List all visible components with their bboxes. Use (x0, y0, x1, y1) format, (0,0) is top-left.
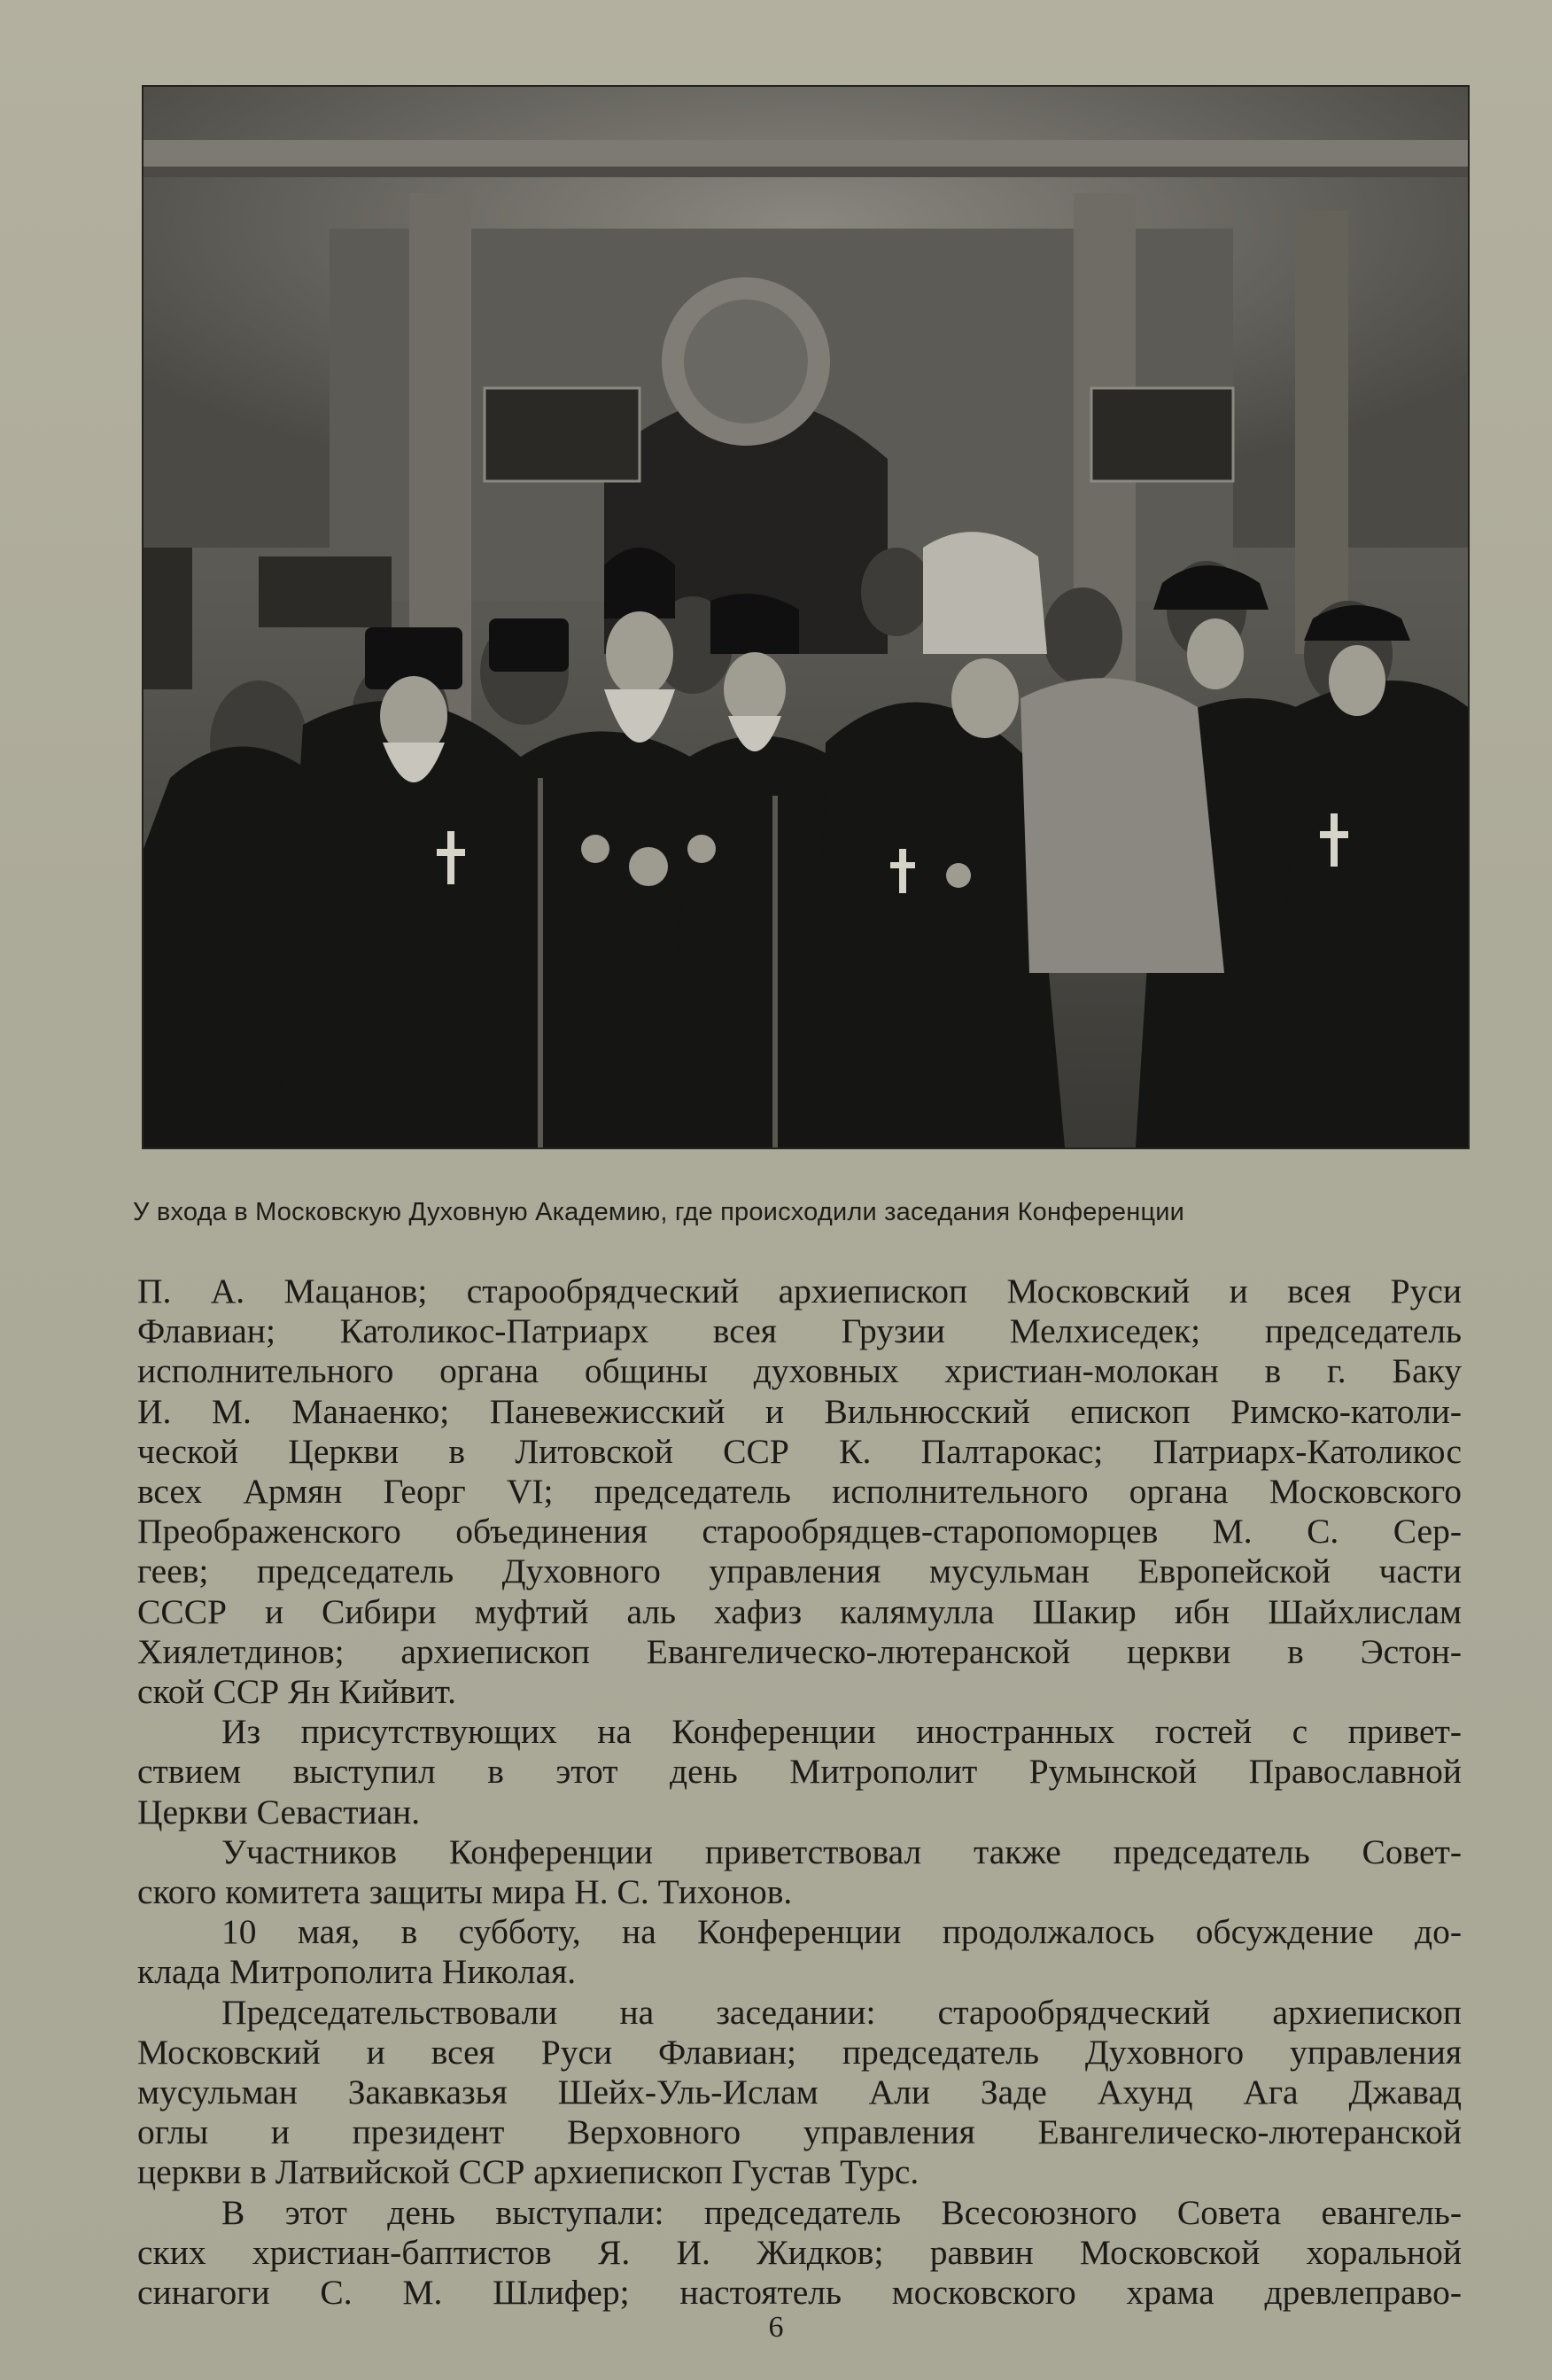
text-line: Московский и всея Руси Флавиан; председатель Духовного управления (137, 2032, 1462, 2072)
text-line: церкви в Латвийской ССР архиепископ Густав Турс. (137, 2152, 920, 2192)
text-line: ской ССР Ян Кийвит. (137, 1672, 456, 1712)
text-line: ческой Церкви в Литовской ССР К. Палтарокас; Патриарх-Католикос (137, 1431, 1462, 1471)
page-number: 6 (768, 2311, 784, 2344)
text-line: ского комитета защиты мира Н. С. Тихонов. (137, 1872, 793, 1912)
paragraph (137, 1912, 1462, 1992)
paragraph (137, 1712, 1462, 1832)
text-line: ских христиан-баптистов Я. И. Жидков; раввин Московской хоральной (137, 2232, 1462, 2272)
text-line: 10 мая, в субботу, на Конференции продолжалось обсуждение до- (221, 1912, 1462, 1952)
text-line: В этот день выступали: председатель Всесоюзного Совета евангель- (221, 2192, 1462, 2232)
paragraph (137, 1993, 1462, 2193)
photo-caption: У входа в Московскую Духовную Академию, где происходили заседания Конференции (133, 1198, 1185, 1226)
text-line: синагоги С. М. Шлифер; настоятель московского храма древлеправо- (137, 2273, 1462, 2313)
text-line: геев; председатель Духовного управления мусульман Европейской части (137, 1552, 1462, 1591)
paragraph (137, 1832, 1462, 1912)
text-line: оглы и президент Верховного управления Евангелическо-лютеранской (137, 2112, 1462, 2152)
text-line: всех Армян Георг VI; председатель исполнительного органа Московского (137, 1472, 1462, 1512)
paragraph (137, 2193, 1462, 2314)
text-line: И. М. Манаенко; Паневежисский и Вильнюсский епископ Римско-католи- (137, 1391, 1462, 1431)
text-line: П. А. Мацанов; старообрядческий архиепископ Московский и всея Руси (137, 1272, 1462, 1311)
text-line: Из присутствующих на Конференции иностранных гостей с привет- (221, 1712, 1462, 1752)
paragraph (137, 1272, 1462, 1712)
text-line: СССР и Сибири муфтий аль хафиз калямулла Шакир ибн Шайхлислам (137, 1591, 1462, 1631)
text-line: Преображенского объединения старообрядцев-старопоморцев М. С. Сер- (137, 1512, 1462, 1552)
text-line: мусульман Закавказья Шейх-Уль-Ислам Али Заде Ахунд Ага Джавад (137, 2073, 1462, 2112)
photograph-image (144, 87, 1468, 1147)
text-line: Церкви Севастиан. (137, 1792, 421, 1832)
text-line: Хиялетдинов; архиепископ Евангелическо-лютеранской церкви в Эстон- (137, 1631, 1462, 1671)
text-line: Председательствовали на заседании: старообрядческий архиепископ (221, 1992, 1462, 2032)
text-line: исполнительного органа общины духовных христиан-молокан в г. Баку (137, 1351, 1462, 1391)
text-line: клада Митрополита Николая. (137, 1952, 577, 1992)
text-line: Флавиан; Католикос-Патриарх всея Грузии Мелхиседек; председатель (137, 1311, 1462, 1351)
group-photograph (142, 85, 1470, 1149)
text-line: ствием выступил в этот день Митрополит Румынской Православной (137, 1752, 1462, 1792)
body-text (137, 1272, 1462, 2313)
text-line: Участников Конференции приветствовал также председатель Совет- (221, 1832, 1462, 1871)
